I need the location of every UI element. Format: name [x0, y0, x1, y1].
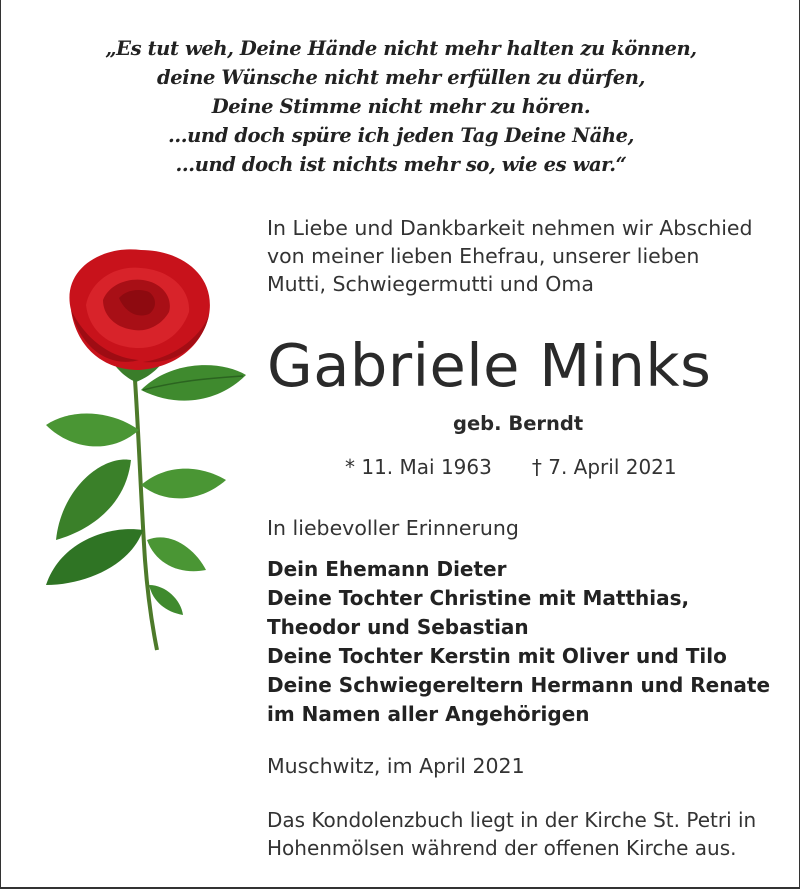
mourner-line: Dein Ehemann Dieter [267, 557, 507, 581]
deceased-name: Gabriele Minks [267, 331, 712, 400]
condolence-note [267, 806, 756, 862]
farewell-line: von meiner lieben Ehefrau, unserer lieben [267, 244, 700, 268]
farewell-line: In Liebe und Dankbarkeit nehmen wir Abschied [267, 216, 753, 240]
condolence-line: Hohenmölsen während der offenen Kirche aus. [267, 836, 737, 860]
mourner-line: Deine Tochter Kerstin mit Oliver und Tilo [267, 644, 727, 668]
condolence-line: Das Kondolenzbuch liegt in der Kirche St. Petri in [267, 808, 757, 832]
memorial-quote [1, 34, 800, 179]
quote-line: ...und doch ist nichts mehr so, wie es war.“ [175, 153, 627, 176]
quote-line: „Es tut weh, Deine Hände nicht mehr halten zu können, [105, 37, 697, 60]
life-dates [345, 455, 677, 479]
quote-line: ...und doch spüre ich jeden Tag Deine Nähe, [167, 124, 635, 147]
quote-line: Deine Stimme nicht mehr zu hören. [211, 95, 591, 118]
death-date: † 7. April 2021 [531, 455, 677, 479]
farewell-line: Mutti, Schwiegermutti und Oma [267, 272, 594, 296]
mourners-list [267, 555, 770, 729]
birth-date: * 11. Mai 1963 [345, 455, 492, 479]
red-rose-icon [31, 240, 261, 660]
rose-leaf [46, 414, 139, 447]
maiden-name: geb. Berndt [453, 412, 584, 435]
rose-leaf [147, 537, 206, 571]
rose-stem [135, 380, 157, 650]
quote-line: deine Wünsche nicht mehr erfüllen zu dürfen, [157, 66, 645, 89]
rose-leaf [149, 585, 183, 615]
place-date: Muschwitz, im April 2021 [267, 754, 525, 778]
mourner-line: Theodor und Sebastian [267, 615, 529, 639]
rose-leaf [141, 469, 226, 499]
mourner-line: im Namen aller Angehörigen [267, 702, 590, 726]
memory-label: In liebevoller Erinnerung [267, 516, 519, 540]
mourner-line: Deine Schwiegereltern Hermann und Renate [267, 673, 771, 697]
mourner-line: Deine Tochter Christine mit Matthias, [267, 586, 690, 610]
rose-leaf [141, 365, 246, 400]
farewell-text [267, 214, 753, 298]
rose-leaf [56, 460, 131, 540]
